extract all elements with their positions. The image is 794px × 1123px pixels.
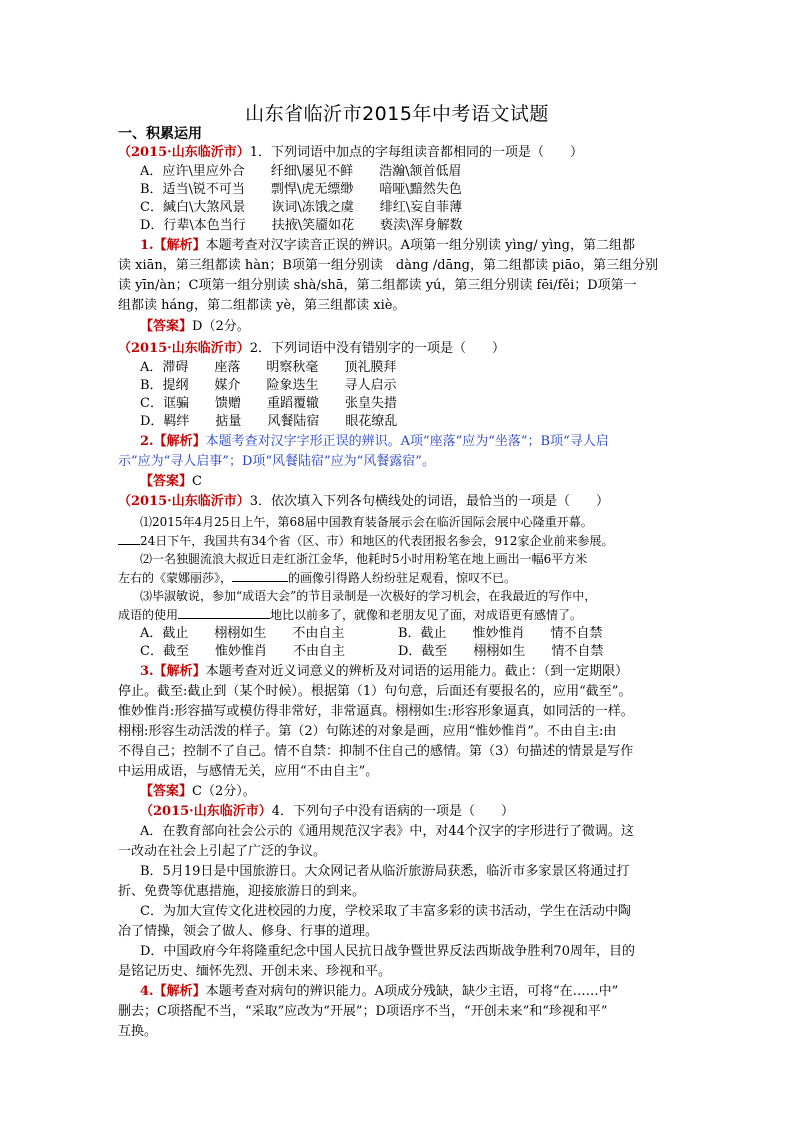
analysis-text: 本题考查对汉字字形正误的辨识。A项“座落”应为“坐落”；B项“寻人启 <box>205 434 609 449</box>
question-source: （2015·山东临沂市） <box>118 494 250 509</box>
analysis-line: 删去；C项搭配不当，“采取”应改为“开展”；D项语序不当，“开创未来”和“珍视和平” <box>118 1004 608 1019</box>
section-heading: 一、积累运用 <box>118 126 202 142</box>
passage-line <box>118 531 613 550</box>
page-title: 山东省临沂市2015年中考语文试题 <box>245 103 549 125</box>
question-source: （2015·山东临沂市） <box>118 341 250 356</box>
analysis-line: 不得自己；控制不了自己。情不自禁：抑制不住自己的感情。第（3）句描述的情景是写作 <box>118 744 634 759</box>
option-line: 冶了情操，领会了做人、修身、行事的道理。 <box>118 924 379 939</box>
blank-line <box>232 568 288 582</box>
option-line: 是铭记历史、缅怀先烈、开创未来、珍视和平。 <box>118 964 392 979</box>
analysis-line <box>140 237 635 255</box>
option-line: D．截至 栩栩如生 情不自禁 <box>398 644 604 659</box>
option-line: A．在教育部向社会公示的《通用规范汉字表》中，对44个汉字的字形进行了微调。这 <box>140 824 634 839</box>
analysis-tag: 2.【解析】 <box>140 434 206 449</box>
passage-line: ⑵一名独腿流浪大叔近日走红浙江金华，他耗时5小时用粉笔在地上画出一幅6平方米 <box>140 552 588 566</box>
passage-line <box>118 568 516 587</box>
passage-text: 左右的《蒙娜丽莎》， <box>118 571 233 585</box>
question-3 <box>118 493 609 511</box>
analysis-line <box>140 433 609 451</box>
blank-line <box>178 605 270 619</box>
option-line: C．诓骗 馈赠 重蹈覆辙 张皇失措 <box>140 396 397 411</box>
answer-text: C（2分）。 <box>192 784 256 799</box>
analysis-line <box>140 983 618 1001</box>
answer-text: C <box>192 474 202 489</box>
answer-line <box>140 318 250 336</box>
option-line: B．截止 惟妙惟肖 情不自禁 <box>398 626 603 641</box>
answer-tag: 【答案】 <box>140 474 193 489</box>
passage-text: 成语的使用 <box>118 608 179 622</box>
answer-line <box>140 473 202 491</box>
question-stem: 4．下列句子中没有语病的一项是（ ） <box>271 804 514 819</box>
question-stem: 2．下列词语中没有错别字的一项是（ ） <box>249 341 505 356</box>
question-source: （2015·山东临沂市） <box>118 145 250 160</box>
analysis-tag: 4.【解析】 <box>140 984 206 999</box>
option-line: 折、免费等优惠措施，迎接旅游日的到来。 <box>118 884 366 899</box>
analysis-line: 示”应为“寻人启事”；D项“风餐陆宿”应为“风餐露宿”。 <box>118 454 435 469</box>
answer-tag: 【答案】 <box>140 784 193 799</box>
analysis-tag: 3.【解析】 <box>140 664 206 679</box>
analysis-line <box>140 663 628 681</box>
option-line: C．緘白\大煞风景 诙词\冻饿之虞 绯红\妄自菲薄 <box>140 200 463 215</box>
answer-text: D（2分。 <box>192 319 250 334</box>
question-4 <box>140 803 514 821</box>
analysis-line: 读 xiān，第三组都读 hàn；B项第一组分别读 dàng /dāng，第二组都读 piāo，第三组分别 <box>118 258 659 273</box>
passage-line: ⑴2015年4月25日上午，第68届中国教育装备展示会在临沂国际会展中心隆重开幕。 <box>140 515 593 529</box>
option-line: A．滞碍 座落 明察秋毫 顶礼膜拜 <box>140 360 397 375</box>
option-line: C．截至 惟妙惟肖 不由自主 <box>140 644 345 659</box>
analysis-text: 本题考查对近义词意义的辨析及对词语的运用能力。截止：（到一定期限） <box>205 664 629 679</box>
passage-line <box>118 605 582 624</box>
option-line: B．适当\锐不可当 剽悍\虎无缥缈 喑哑\黯然失色 <box>140 182 462 197</box>
option-line: D．行辈\本色当行 扶掖\笑靥如花 亵渎\浑身解数 <box>140 218 463 233</box>
analysis-line: 中运用成语，与感情无关，应用“不由自主”。 <box>118 764 379 779</box>
question-stem: 1．下列词语中加点的字每组读音都相同的一项是（ ） <box>249 145 583 160</box>
analysis-line: 组都读 háng，第二组都读 yè，第三组都读 xiè。 <box>118 298 406 313</box>
analysis-line: 惟妙惟肖:形容描写或模仿得非常好，非常逼真。栩栩如生:形容形象逼真，如同活的一样。 <box>118 704 634 719</box>
option-line: 一改动在社会上引起了广泛的争议。 <box>118 844 327 859</box>
option-line: A．截止 栩栩如生 不由自主 <box>140 626 345 641</box>
question-1 <box>118 144 583 162</box>
option-line: B．提纲 媒介 险象迭生 寻人启示 <box>140 378 397 393</box>
analysis-line: 互换。 <box>118 1024 158 1039</box>
option-line: A．应许\里应外合 纤细\屡见不鲜 浩瀚\颔首低眉 <box>140 164 462 179</box>
analysis-line: 读 yīn/àn；C项第一组分别读 shà/shā，第二组都读 yú，第三组分别读 fēi/fěi；D项第一 <box>118 278 637 293</box>
question-source: （2015·山东临沂市） <box>140 804 272 819</box>
analysis-tag: 1.【解析】 <box>140 238 206 253</box>
answer-tag: 【答案】 <box>140 319 193 334</box>
question-2 <box>118 340 505 358</box>
question-stem: 3．依次填入下列各句横线处的词语，最恰当的一项是（ ） <box>249 494 609 509</box>
passage-text: 的画像引得路人纷纷驻足观看，惊叹不已。 <box>288 571 517 585</box>
blank-line <box>118 531 140 545</box>
passage-line: ⑶毕淑敏说，参加“成语大会”的节目录制是一次极好的学习机会，在我最近的写作中， <box>140 589 597 603</box>
passage-text: 地比以前多了，就像和老朋友见了面，对成语更有感情了。 <box>270 608 583 622</box>
option-line: C．为加大宣传文化进校园的力度，学校采取了丰富多彩的读书活动，学生在活动中陶 <box>140 904 631 919</box>
option-line: D．中国政府今年将隆重纪念中国人民抗日战争暨世界反法西斯战争胜利70周年，目的 <box>140 944 635 959</box>
analysis-text: 本题考查对汉字读音正误的辨识。A项第一组分别读 yìng/ yìng，第二组都 <box>205 238 636 253</box>
passage-text: 24日下午，我国共有34个省（区、市）和地区的代表团报名参会，912家企业前来参展。 <box>140 534 614 548</box>
answer-line <box>140 783 256 801</box>
analysis-text: 本题考查对病句的辨识能力。A项成分残缺，缺少主语，可将“在……中” <box>205 984 619 999</box>
option-line: D．羁绊 掂量 风餐陆宿 眼花缭乱 <box>140 414 398 429</box>
option-line: B．5月19日是中国旅游日。大众网记者从临沂旅游局获悉，临沂市多家景区将通过打 <box>140 864 630 879</box>
analysis-line: 停止。截至:截止到（某个时候）。根据第（1）句句意，后面还有要报名的，应用“截至”。 <box>118 684 632 699</box>
analysis-line: 栩栩:形容生动活泼的样子。第（2）句陈述的对象是画，应用“惟妙惟肖”。不由自主:由 <box>118 724 617 739</box>
